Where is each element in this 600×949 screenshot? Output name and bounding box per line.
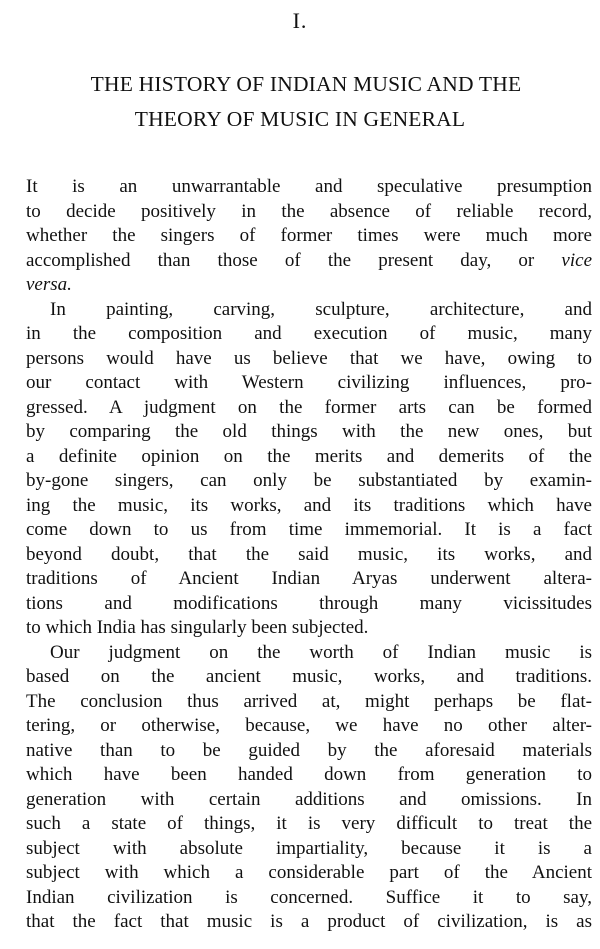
paragraph-2-line: to which India has singularly been subjected. (26, 617, 369, 638)
paragraph-2-line: traditions of Ancient Indian Aryas underwent altera- (26, 568, 592, 589)
paragraph-1-line: It is an unwarrantable and speculative presumption (26, 176, 592, 197)
paragraph-2-line: In painting, carving, sculpture, architecture, and (50, 298, 592, 320)
paragraph-3-line: based on the ancient music, works, and traditions. (26, 666, 592, 687)
paragraph-2-line: persons would have us believe that we have, owing to (26, 347, 592, 369)
paragraph-2-line: tions and modifications through many vicissitudes (26, 592, 592, 614)
paragraph-1-line (26, 249, 592, 274)
paragraph-2-line: come down to us from time immemorial. It is a fact (26, 519, 592, 540)
paragraph-3-line: The conclusion thus arrived at, might perhaps be flat- (26, 690, 592, 712)
paragraph-1-line: to decide positively in the absence of reliable record, (26, 200, 592, 222)
chapter-title-line-1: THE HISTORY OF INDIAN MUSIC AND THE (90, 72, 522, 96)
chapter-title-line-2: THEORY OF MUSIC IN GENERAL (134, 107, 466, 131)
paragraph-3-line: Indian civilization is concerned. Suffice it to say, (26, 886, 592, 908)
paragraph-2-line: ing the music, its works, and its traditions which have (26, 494, 592, 516)
line-text: accomplished than those of the present day, or (26, 249, 562, 271)
paragraph-2-line: our contact with Western civilizing influences, pro- (26, 372, 592, 393)
paragraph-3-line: Our judgment on the worth of Indian music is (50, 641, 592, 663)
paragraph-3-line: such a state of things, it is very difficult to treat the (26, 813, 592, 834)
paragraph-2-line: in the composition and execution of music, many (26, 323, 592, 344)
paragraph-2-line: gressed. A judgment on the former arts can be formed (26, 396, 592, 418)
paragraph-1-line: versa. (26, 274, 72, 295)
paragraph-1-line: whether the singers of former times were much more (26, 225, 592, 246)
paragraph-2-line: by comparing the old things with the new ones, but (26, 421, 592, 442)
body-text (26, 175, 592, 935)
paragraph-2-line: a definite opinion on the merits and demerits of the (26, 445, 592, 467)
paragraph-3-line: generation with certain additions and omissions. In (26, 788, 592, 810)
paragraph-3-line: native than to be guided by the aforesaid materials (26, 739, 592, 761)
paragraph-3-line: tering, or otherwise, because, we have no other alter- (26, 715, 592, 736)
paragraph-3-line: subject with absolute impartiality, because it is a (26, 837, 592, 859)
chapter-number: I. (292, 8, 308, 33)
paragraph-3-line: subject with which a considerable part of the Ancient (26, 862, 592, 883)
italic-term: vice (561, 249, 592, 271)
paragraph-2-line: beyond doubt, that the said music, its works, and (26, 543, 592, 565)
paragraph-3-line: which have been handed down from generation to (26, 764, 592, 785)
paragraph-3-line: that the fact that music is a product of civilization, is as (26, 911, 592, 932)
paragraph-2-line: by-gone singers, can only be substantiated by examin- (26, 470, 592, 491)
